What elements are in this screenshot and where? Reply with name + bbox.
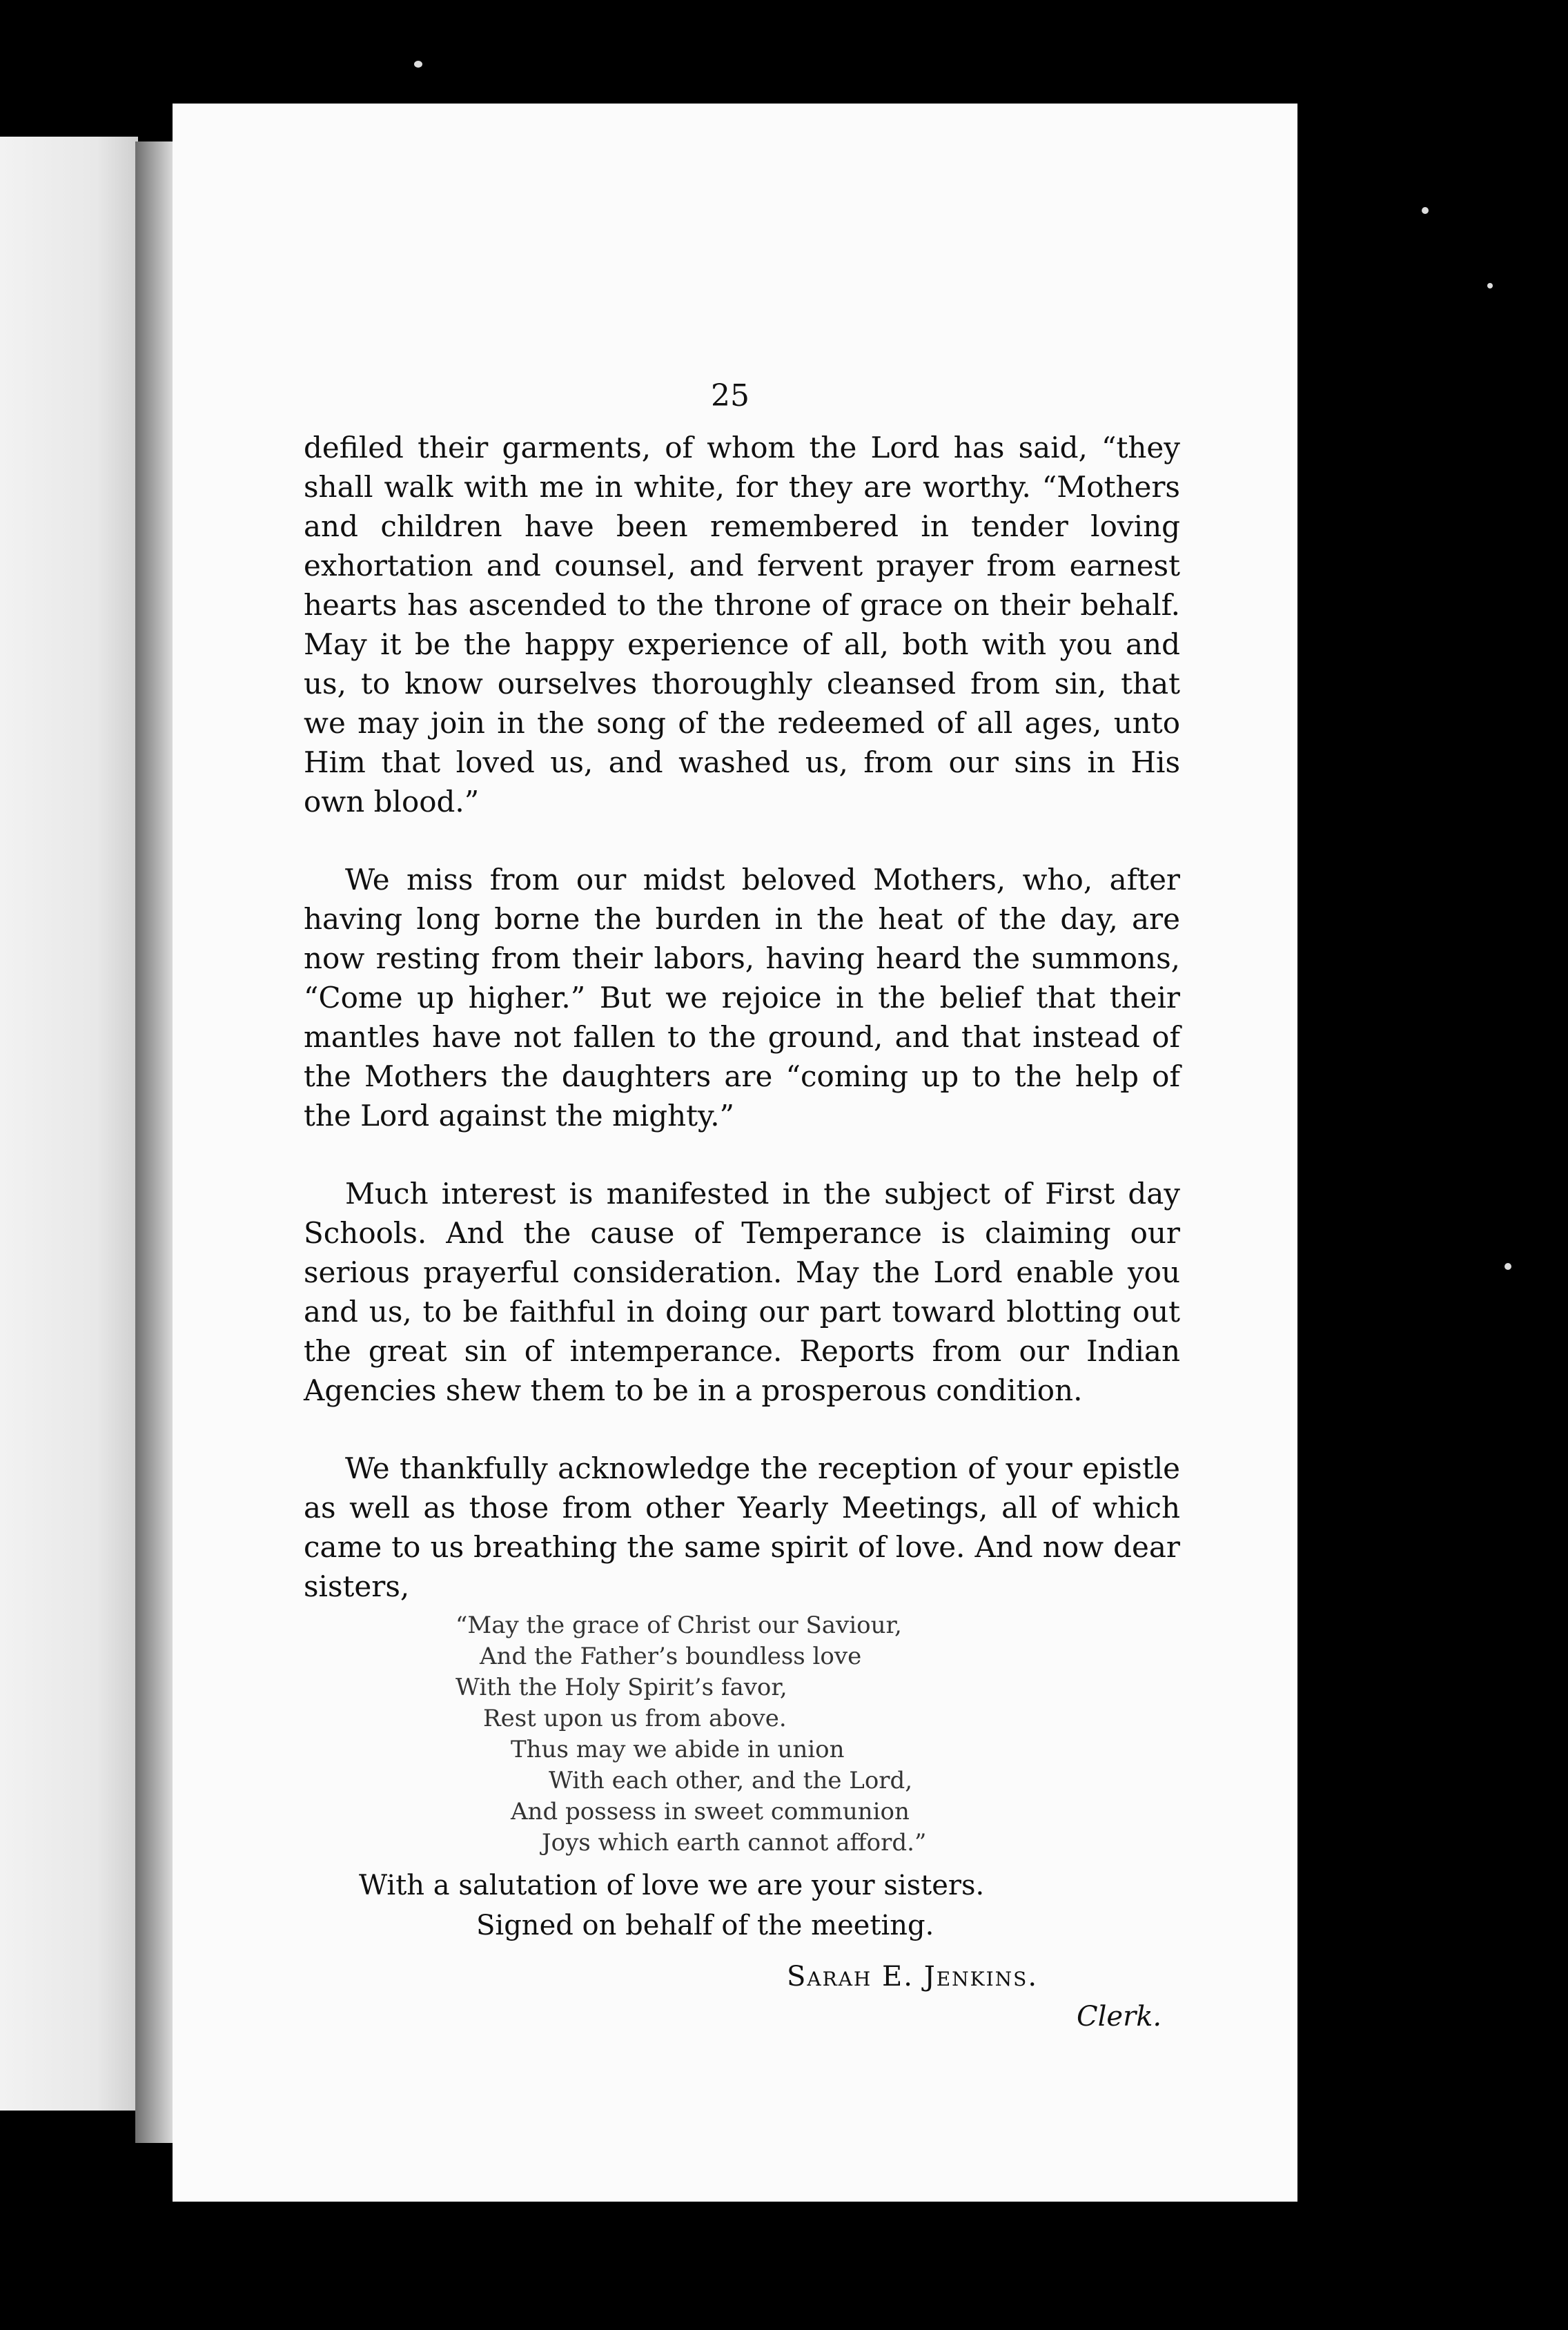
hymn-verse — [304, 1610, 1180, 1859]
signature: Sarah E. Jenkins. — [787, 1961, 1039, 1993]
scan-speck — [1422, 207, 1429, 214]
verse-line-7: And possess in sweet communion — [511, 1798, 910, 1825]
paragraph-2: We miss from our midst beloved Mothers, who, after having long borne the burden in the heat of the day, are now resting from their labors, having heard the summons, “Come up higher.” But we rejoice in the belief that their mantles have not fallen to the ground, and that instead of the Mothers the daughters are “coming up to the help of the Lord against the mighty.” — [304, 863, 1180, 1133]
paragraph-3: Much interest is manifested in the subject of First day Schools. And the cause of Temperance is claiming our serious prayerful consideration. May the Lord enable you and us, to be faithful in doing our part toward blotting out the great sin of intemperance. Reports from our Indian Agencies shew them to be in a prosperous condition. — [304, 1177, 1180, 1407]
scan-speck — [414, 61, 422, 68]
clerk-title: Clerk. — [1077, 2001, 1162, 2033]
verse-line-3: With the Holy Spirit’s favor, — [455, 1674, 787, 1701]
verse-line-8: Joys which earth cannot afford.” — [542, 1829, 927, 1857]
paragraph-1: defiled their garments, of whom the Lord has said, “they shall walk with me in white, for they are worthy. “Mothers and children have been remembered in tender loving exhortation and counsel, and fervent prayer from earnest hearts has ascended to the throne of grace on their behalf. May it be the happy experience of all, both with you and us, to know ourselves thoroughly cleansed from sin, that we may join in the song of the redeemed of all ages, unto Him that loved us, and washed us, from our sins in His own blood.” — [304, 431, 1180, 819]
paragraph-4: We thankfully acknowledge the reception of your epistle as well as those from other Yearly Meetings, all of which came to us breathing the same spirit of love. And now dear sisters, — [304, 1451, 1180, 1603]
scan-speck — [1487, 283, 1493, 288]
left-page-edge — [0, 137, 138, 2111]
signed-line: Signed on behalf of the meeting. — [476, 1910, 934, 1941]
salutation: With a salutation of love we are your sisters. — [359, 1870, 985, 1901]
verse-line-1: “May the grace of Christ our Saviour, — [455, 1612, 902, 1639]
verse-line-5: Thus may we abide in union — [511, 1736, 845, 1763]
book-gutter — [135, 141, 177, 2143]
verse-line-2: And the Father’s boundless love — [480, 1643, 862, 1670]
page-number: 25 — [711, 378, 749, 413]
verse-line-6: With each other, and the Lord, — [549, 1767, 913, 1794]
verse-line-4: Rest upon us from above. — [483, 1705, 787, 1732]
scan-speck — [1505, 1263, 1511, 1270]
page-text — [304, 428, 1180, 2037]
